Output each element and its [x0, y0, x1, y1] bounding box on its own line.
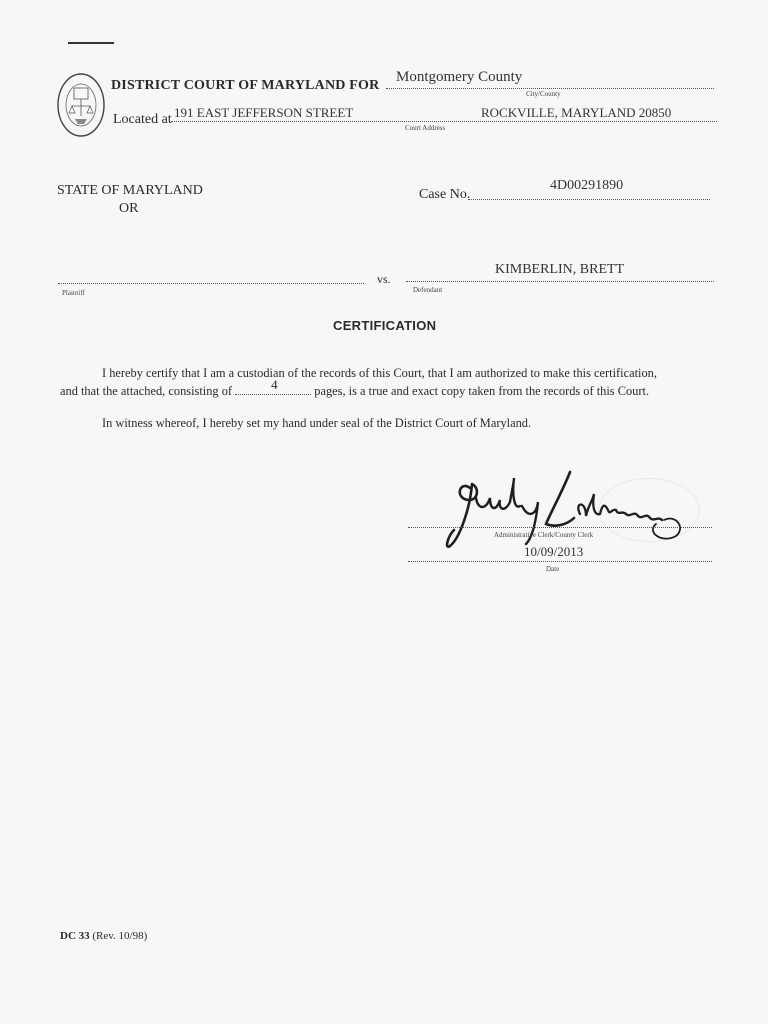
plaintiff-name: STATE OF MARYLAND	[57, 183, 203, 198]
court-seal-graphic	[56, 72, 106, 138]
clerk-caption: Administrative Clerk/County Clerk	[494, 531, 594, 539]
date-caption: Date	[546, 565, 560, 573]
form-id: DC 33	[60, 930, 90, 942]
clerk-signature-line	[408, 527, 712, 528]
court-address-line	[171, 121, 717, 122]
city-county-caption: City/County	[526, 90, 561, 98]
defendant-line	[406, 281, 714, 282]
defendant-name: KIMBERLIN, BRETT	[495, 262, 625, 277]
pages-count: 4	[271, 377, 278, 392]
court-location-line	[386, 88, 714, 89]
certification-line-1: I hereby certify that I am a custodian of the records of this Court, that I am authorized to make this certification,	[102, 366, 657, 380]
form-footer	[60, 930, 147, 942]
case-number: 4D00291890	[550, 178, 624, 193]
case-no-line	[468, 199, 710, 200]
form-revision: (Rev. 10/98)	[92, 930, 148, 942]
certification-line-2-prefix: and that the attached, consisting of	[60, 384, 233, 398]
certification-line-2	[60, 377, 650, 399]
or-label: OR	[119, 201, 139, 216]
witness-statement: In witness whereof, I hereby set my hand under seal of the District Court of Maryland.	[102, 416, 532, 430]
court-title: DISTRICT COURT OF MARYLAND FOR	[111, 78, 380, 93]
court-street: 191 EAST JEFFERSON STREET	[174, 105, 354, 120]
defendant-caption: Defendant	[413, 286, 443, 294]
stray-mark	[68, 42, 114, 44]
signature-graphic	[440, 458, 690, 554]
located-at-label: Located at	[113, 112, 172, 127]
vs-label: vs.	[377, 272, 391, 286]
plaintiff-caption: Plaintiff	[62, 289, 85, 297]
court-city-state-zip: ROCKVILLE, MARYLAND 20850	[481, 105, 672, 120]
handwritten-signature	[440, 458, 690, 554]
certification-line-2-suffix: pages, is a true and exact copy taken from the records of this Court.	[314, 384, 650, 398]
case-no-label: Case No.	[419, 187, 471, 202]
seal-text	[106, 72, 107, 73]
plaintiff-line	[58, 283, 364, 284]
signature-date: 10/09/2013	[524, 544, 584, 559]
court-seal	[56, 72, 106, 138]
signed-name	[690, 458, 691, 459]
certification-title: CERTIFICATION	[333, 318, 437, 333]
court-location: Montgomery County	[396, 69, 523, 85]
court-address-caption: Court Address	[405, 124, 446, 132]
pages-count-field	[235, 377, 311, 395]
date-line	[408, 561, 712, 562]
